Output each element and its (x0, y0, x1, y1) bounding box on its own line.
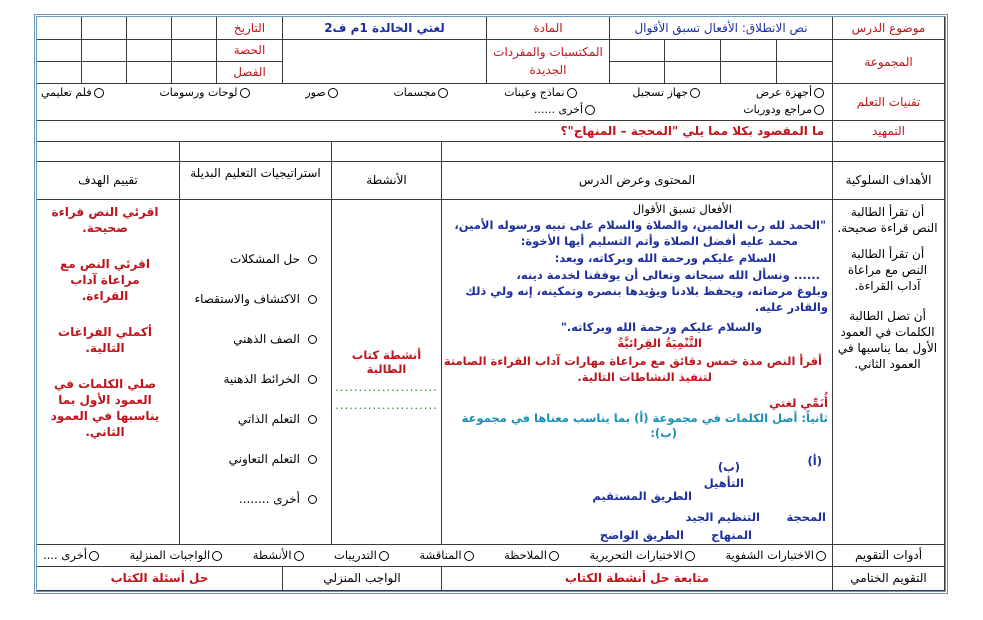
radio-icon (240, 88, 250, 98)
assessment-label: أدوات التقويم (833, 545, 945, 567)
tech-options (37, 84, 833, 121)
circle-bullet-icon (308, 415, 317, 424)
date-box-2 (127, 17, 172, 40)
radio-icon (690, 88, 700, 98)
tech-option[interactable]: مراجع ودوريات (743, 103, 826, 116)
tech-option[interactable]: أخرى ...... (534, 103, 597, 116)
radio-icon (94, 88, 104, 98)
vocab-value (283, 40, 487, 84)
strategy-item: الصف الذهني (233, 332, 317, 346)
group-box-8 (610, 62, 665, 84)
assessment-option[interactable]: الاختبارات التحريرية (589, 548, 696, 562)
strategy-item: التعلم الذاتي (238, 412, 317, 426)
tanmiya-title: التَّنْمِيَةُ القِرائيَّةُ (617, 336, 702, 350)
subject-value: لغتي الخالدة 1م ف2 (283, 17, 487, 40)
circle-bullet-icon (308, 495, 317, 504)
radio-icon (549, 551, 559, 561)
empty-row-4 (180, 142, 332, 162)
objectives-cell (833, 200, 945, 545)
assessment-option[interactable]: أخرى .... (43, 548, 101, 562)
group-box-4 (610, 40, 665, 62)
activities-cell (332, 200, 442, 545)
assessment-tools (37, 545, 833, 567)
evaluation-item: صلي الكلمات في العمود الأول بما يناسبها في العمود الثاني. (50, 377, 160, 439)
col-strategies-header: استراتيجيات التعليم البديلة (180, 162, 332, 200)
tech-row-2b (534, 103, 597, 116)
assessment-option[interactable]: المناقشة (419, 548, 475, 562)
tech-option[interactable]: جهاز تسجيل (632, 86, 702, 99)
group-box-7 (665, 62, 721, 84)
empty-row-5 (37, 142, 180, 162)
radio-icon (328, 88, 338, 98)
radio-icon (464, 551, 474, 561)
group-label: المجموعة (833, 40, 945, 84)
strategy-item: الخرائط الذهنية (223, 372, 317, 386)
unmi-title: أُنَمِّي لغتي (769, 396, 828, 410)
lesson-topic-value: نص الانطلاق: الأفعال تسبق الأقوال (610, 17, 833, 40)
assessment-option[interactable]: الاختبارات الشفوية (725, 548, 828, 562)
circle-bullet-icon (308, 295, 317, 304)
vocab-label: المكتسبات والمفردات الجديدة (487, 40, 610, 84)
group-b-label: (ب) (717, 460, 740, 474)
period-box-3 (82, 40, 127, 62)
group-box-3 (665, 40, 721, 62)
content-title: الأفعال تسبق الأقوال (632, 202, 732, 216)
date-box-1 (172, 17, 217, 40)
tanmiya-line: أقرأ النص مدة خمس دقائق مع مراعاة مهارات آداب القراءة الصامتة (443, 354, 822, 368)
group-b-item: التأهيل (703, 476, 744, 490)
strategy-item: أخرى ........ (239, 492, 317, 506)
col-activities-header: الأنشطة (332, 162, 442, 200)
group-a-label: (أ) (807, 454, 822, 468)
period-box-4 (37, 40, 82, 62)
content-line: ...... ونسأل الله سبحانه وتعالى أن يوفقنا لخدمة دينه، (516, 268, 820, 282)
class-box-3 (82, 62, 127, 84)
radio-icon (816, 551, 826, 561)
evaluation-cell (37, 200, 180, 545)
group-box-5 (777, 62, 833, 84)
circle-bullet-icon (308, 455, 317, 464)
group-b-item: التنظيم الجيد (685, 510, 760, 524)
tech-row-1 (41, 86, 826, 99)
empty-row-1 (833, 142, 945, 162)
radio-icon (567, 88, 577, 98)
unmi-line: (ب): (650, 426, 677, 440)
content-line: وبلوغ مرضاته، ويحفظ بلادنا ويؤيدها بنصره وتمكينه، إنه ولي ذلك (465, 284, 828, 298)
intro-label: التمهيد (833, 121, 945, 142)
radio-icon (585, 105, 595, 115)
radio-icon (438, 88, 448, 98)
evaluation-item: اقرئي النص مع مراعاة آداب القراءة. (60, 257, 150, 303)
group-b-item: الطريق المستقيم (592, 489, 692, 503)
activities-dots: ...................... (335, 380, 438, 394)
circle-bullet-icon (308, 335, 317, 344)
content-line: محمد عليه أفضل الصلاة وأتم التسليم أيها الأخوة: (520, 234, 798, 248)
lesson-topic-label: موضوع الدرس (833, 17, 945, 40)
date-box-3 (82, 17, 127, 40)
lesson-plan-table (34, 14, 948, 594)
final-label: التقويم الختامي (833, 567, 945, 591)
unmi-line: ثانياً: أصل الكلمات في مجموعة (أ) بما يناسب معناها في مجموعة (461, 411, 828, 425)
empty-row-3 (332, 142, 442, 162)
radio-icon (294, 551, 304, 561)
content-line: والسلام عليكم ورحمة الله وبركاته." (560, 320, 762, 334)
class-box-4 (37, 62, 82, 84)
group-box-2 (721, 40, 777, 62)
strategy-item: التعلم التعاوني (229, 452, 317, 466)
assessment-option[interactable]: التدريبات (334, 548, 391, 562)
tech-label: تقنيات التعلم (833, 84, 945, 121)
tech-option[interactable]: مجسمات (393, 86, 450, 99)
final-followup: متابعة حل أنشطة الكتاب (442, 567, 833, 591)
objective-item: أن تقرأ الطالبة النص مع مراعاة آداب القراءة. (847, 247, 928, 293)
date-box-4 (37, 17, 82, 40)
col-evaluation-header: تقييم الهدف (37, 162, 180, 200)
period-label: الحصة (217, 40, 283, 62)
intro-question: ما المقصود بكلا مما يلي "المحجة – المنهاج"؟ (37, 121, 833, 142)
tanmiya-line: لتنفيذ النشاطات التالية. (577, 370, 712, 384)
tech-row-2 (743, 103, 826, 116)
content-cell (442, 200, 833, 545)
circle-bullet-icon (308, 375, 317, 384)
strategies-cell (180, 200, 332, 545)
radio-icon (212, 551, 222, 561)
content-line: "الحمد لله رب العالمين، والصلاة والسلام على نبيه ورسوله الأمين، (454, 218, 826, 232)
radio-icon (685, 551, 695, 561)
radio-icon (379, 551, 389, 561)
strategy-item: الاكتشاف والاستقصاء (194, 292, 317, 306)
radio-icon (814, 105, 824, 115)
period-box-1 (172, 40, 217, 62)
assessment-option[interactable]: الملاحظة (504, 548, 561, 562)
strategy-item: حل المشكلات (230, 252, 317, 266)
tech-option[interactable]: صور (305, 86, 339, 99)
class-box-2 (127, 62, 172, 84)
homework-label: الواجب المنزلي (283, 567, 442, 591)
tech-option[interactable]: أجهزة عرض (756, 86, 826, 99)
empty-row-2 (442, 142, 833, 162)
assessment-option[interactable]: الأنشطة (253, 548, 306, 562)
group-b-item: الطريق الواضح (599, 528, 684, 542)
tech-option[interactable]: نماذج وعينات (504, 86, 579, 99)
evaluation-item: اقرئي النص قراءة صحيحة. (51, 205, 159, 235)
activities-dots: ...................... (335, 398, 438, 412)
group-a-item: المحجة (786, 510, 826, 524)
subject-label: المادة (487, 17, 610, 40)
radio-icon (814, 88, 824, 98)
date-label: التاريخ (217, 17, 283, 40)
homework-value: حل أسئلة الكتاب (37, 567, 283, 591)
class-label: الفصل (217, 62, 283, 84)
content-line: والقادر عليه. (754, 300, 828, 314)
class-box-1 (172, 62, 217, 84)
evaluation-item: أكملي الفراغات التالية. (58, 325, 152, 355)
group-box-6 (721, 62, 777, 84)
objective-item: أن تصل الطالبة الكلمات في العمود الأول بما يناسبها في العمود الثاني. (837, 309, 938, 371)
activities-title: أنشطة كتاب الطالبة (351, 348, 422, 376)
assessment-option[interactable]: الواجبات المنزلية (130, 548, 225, 562)
col-objectives-header: الأهداف السلوكية (833, 162, 945, 200)
radio-icon (89, 551, 99, 561)
group-box-1 (777, 40, 833, 62)
group-a-item: المنهاج (711, 528, 752, 542)
tech-option[interactable]: لوحات ورسومات (159, 86, 251, 99)
objective-item: أن تقرأ الطالبة النص قراءة صحيحة. (837, 205, 938, 235)
period-box-2 (127, 40, 172, 62)
circle-bullet-icon (308, 255, 317, 264)
col-content-header: المحتوى وعرض الدرس (442, 162, 833, 200)
assessment-tools-row (43, 548, 828, 562)
tech-option[interactable]: فلم تعليمي (41, 86, 106, 99)
content-line: السلام عليكم ورحمة الله وبركاته، وبعد: (554, 251, 776, 265)
